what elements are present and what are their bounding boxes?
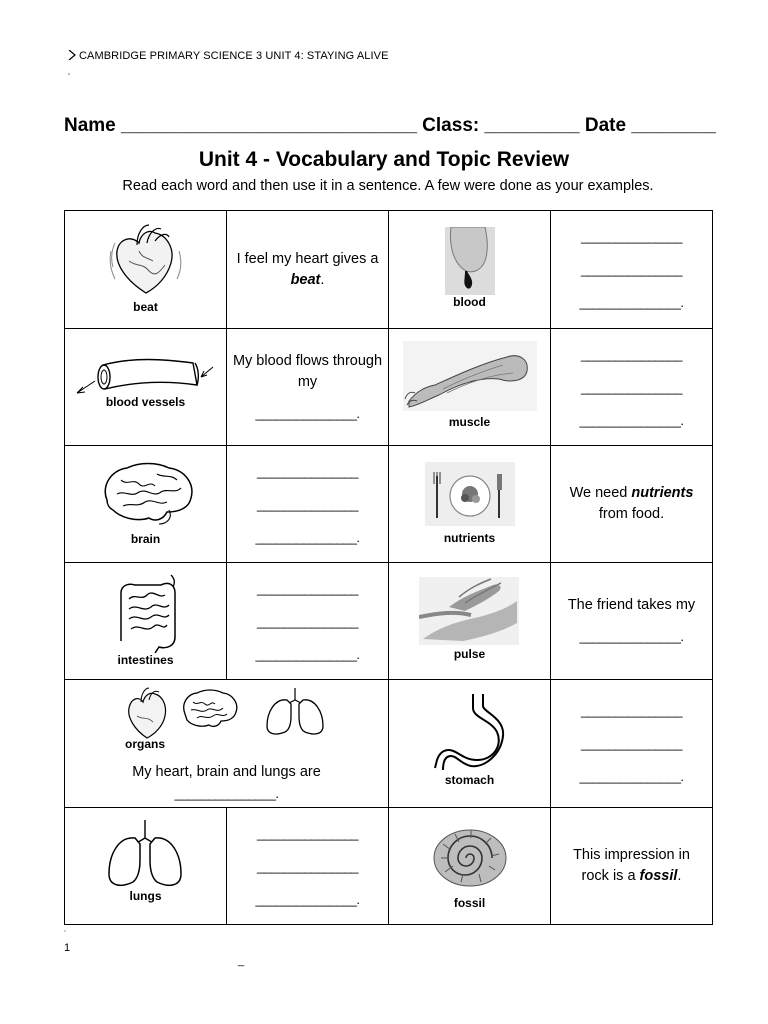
example-sentence: We need nutrients from food. [569,485,694,522]
page-number: 1 [64,942,71,954]
table-row [65,329,713,446]
word-label: pulse [453,647,486,661]
word-cell-pulse [389,563,551,680]
footer-dash: _ [238,955,245,967]
answer-lines[interactable]: _______________ _______________ _______________. [255,580,360,662]
blood-drop-icon [445,227,495,295]
table-row [65,563,713,680]
word-cell-beat [65,211,227,329]
word-cell-brain [65,446,227,563]
blood-vessel-icon [73,355,219,399]
intestines-icon [111,571,185,653]
answer-lines[interactable]: _______________ _______________ _______________. [579,346,684,428]
example-sentence: My heart, brain and lungs are _______________. [132,764,321,801]
stomach-icon [433,692,507,772]
answer-lines[interactable]: _______________ _______________ _______________. [255,825,360,907]
blank-cell [227,446,389,563]
sentence-cell [227,329,389,446]
word-cell-organs [65,680,389,808]
blank-cell [227,808,389,925]
word-label: nutrients [443,531,496,545]
example-sentence: My blood flows through my _______________. [232,352,383,421]
example-sentence: I feel my heart gives a beat. [236,250,379,288]
word-cell-muscle [389,329,551,446]
word-cell-fossil [389,808,551,925]
blank-cell [551,329,713,446]
answer-lines[interactable]: _______________ _______________ _______________. [255,463,360,545]
word-label: fossil [453,896,486,910]
example-sentence: This impression in rock is a fossil. [573,847,690,884]
food-plate-icon [425,462,515,526]
table-row [65,808,713,925]
word-cell-blood-vessels [65,329,227,446]
vocabulary-table [64,210,713,925]
lungs-icon [105,818,185,892]
word-label: muscle [448,415,491,429]
word-label: blood [453,295,486,309]
brain-icon [97,460,197,530]
course-header [68,50,389,62]
word-label: beat [133,300,158,314]
decorative-dot [64,930,66,932]
course-header-text: CAMBRIDGE PRIMARY SCIENCE 3 UNIT 4: STAYING ALIVE [79,50,389,62]
decorative-dot [68,73,70,75]
word-cell-stomach [389,680,551,808]
pulse-hands-icon [419,577,519,645]
blank-cell [551,680,713,808]
answer-lines[interactable]: _______________ _______________ _______________. [579,703,684,784]
heart-icon [125,686,169,742]
table-row [65,211,713,329]
brain-icon [179,688,239,732]
sentence-cell [227,211,389,329]
word-cell-blood [389,211,551,329]
word-label: organs [124,737,165,751]
instructions: Read each word and then use it in a sentence. A few were done as your examples. [122,178,654,194]
example-sentence: The friend takes my _______________. [567,597,696,644]
answer-lines[interactable]: _______________ _______________ _______________. [579,229,684,310]
table-row [65,446,713,563]
fossil-icon [431,826,509,890]
lungs-icon [263,686,327,738]
blank-cell [551,211,713,329]
sentence-cell [551,808,713,925]
word-cell-lungs [65,808,227,925]
chevron-right-icon [68,50,76,60]
word-label: intestines [117,653,174,667]
sentence-cell [551,446,713,563]
word-label: blood vessels [105,395,186,409]
arm-muscle-icon [403,341,537,411]
sentence-cell [551,563,713,680]
word-label: brain [130,532,161,546]
word-cell-intestines [65,563,227,680]
page-title: Unit 4 - Vocabulary and Topic Review [198,148,570,171]
heart-icon [109,221,183,301]
blank-cell [227,563,389,680]
word-cell-nutrients [389,446,551,563]
name-class-date-line: Name ____________________________ Class: _________ Date ________ [64,115,716,136]
word-label: lungs [129,889,162,903]
table-row [65,680,713,808]
word-label: stomach [444,773,495,787]
